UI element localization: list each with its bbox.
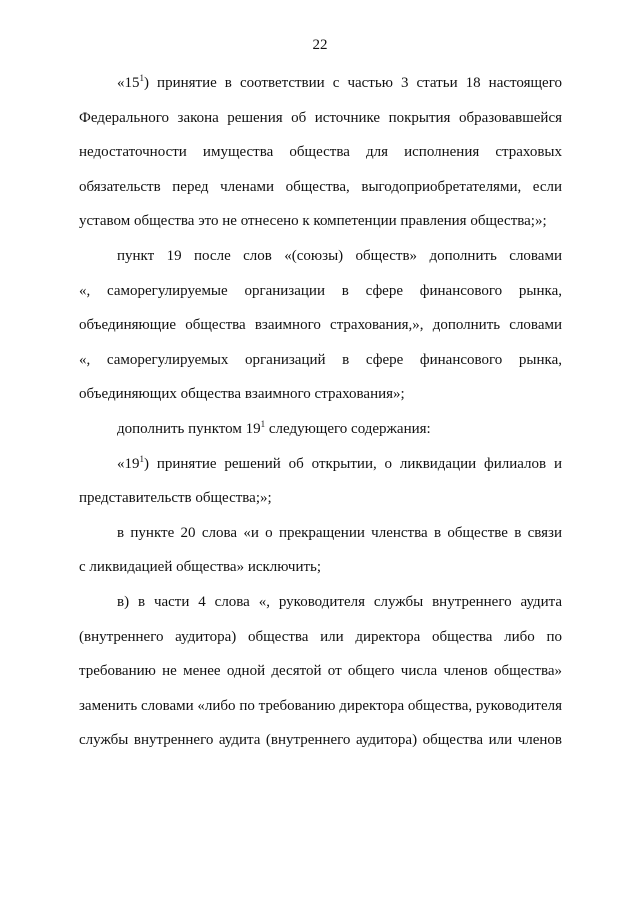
text-line: объединяющих общества взаимного страхования»; [79,386,405,403]
text-line: требованию не менее одной десятой от общего числа членов общества» [79,663,562,680]
paragraph-part-4 [79,585,562,758]
text-line [79,447,562,482]
paragraph-item-20 [79,516,562,585]
superscript-index: 1 [260,418,266,429]
text-line: Федерального закона решения об источнике покрытия образовавшейся [79,109,562,126]
superscript-index: 1 [139,453,144,464]
text-line: объединяющие общества взаимного страхования,», дополнить словами [79,317,562,334]
text-line: уставом общества это не отнесено к компетенции правления общества;»; [79,213,547,230]
text-fragment: ) принятие в соответствии с частью 3 статьи 18 настоящего [144,75,562,91]
text-line: (внутреннего аудитора) общества или директора общества либо по [79,628,562,645]
text-line: обязательств перед членами общества, выгодоприобретателями, если [79,178,562,195]
paragraph-item-19-amendment [79,239,562,412]
text-line: пункт 19 после слов «(союзы) обществ» дополнить словами [117,247,562,264]
text-line [79,412,562,447]
text-line: службы внутреннего аудита (внутреннего аудитора) общества или членов [79,732,562,749]
text-line: заменить словами «либо по требованию директора общества, руководителя [79,697,562,714]
text-fragment: «15 [117,75,140,91]
text-line: представительств общества;»; [79,490,272,507]
text-fragment: дополнить пунктом 19 [117,420,261,437]
text-line: с ликвидацией общества» исключить; [79,559,322,576]
text-line: «, саморегулируемых организаций в сфере финансового рынка, [79,351,562,368]
text-line: в) в части 4 слова «, руководителя службы внутреннего аудита [117,593,562,610]
text-fragment: «19 [117,455,140,472]
text-line: недостаточности имущества общества для исполнения страховых [79,144,562,161]
text-fragment: ) принятие решений об открытии, о ликвидации филиалов и [144,455,562,472]
paragraph-item-15-1 [79,66,562,239]
text-line [79,66,562,101]
text-fragment: следующего содержания: [265,420,431,437]
text-line: «, саморегулируемые организации в сфере финансового рынка, [79,282,562,299]
text-line: в пункте 20 слова «и о прекращении членства в обществе в связи [117,524,562,541]
page-number: 22 [312,37,328,53]
document-body [79,66,562,758]
superscript-index: 1 [139,73,144,83]
paragraph-item-19-1 [79,447,562,516]
paragraph-add-item-19-1 [79,412,562,447]
